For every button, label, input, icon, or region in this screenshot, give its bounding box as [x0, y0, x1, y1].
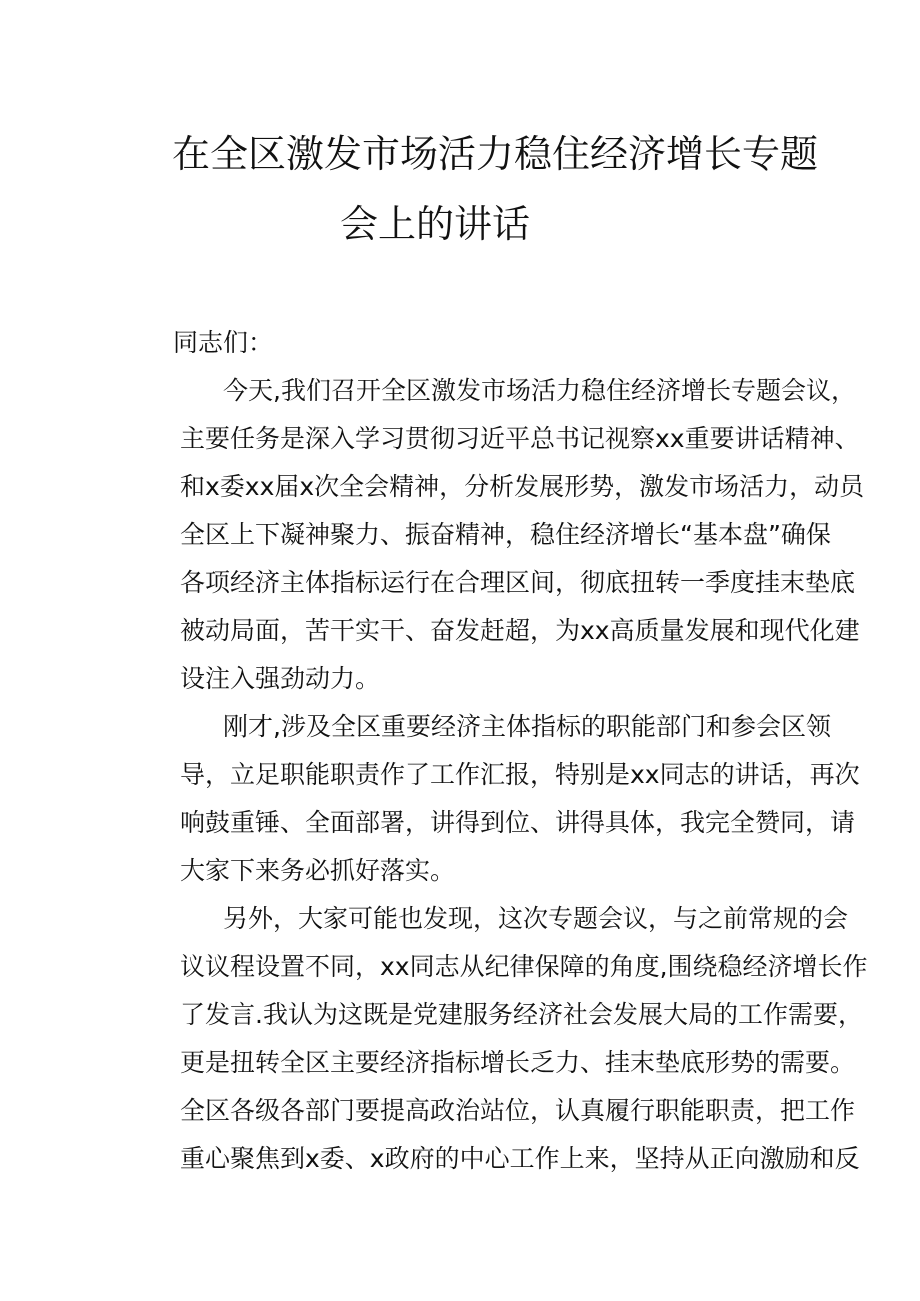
paragraph-line: 导，立足职能职责作了工作汇报，特别是xx同志的讲话，再次	[180, 760, 860, 789]
paragraph-3	[130, 895, 868, 1183]
paragraph-line: 议议程设置不同，xx同志从纪律保障的角度,围绕稳经济增长作	[180, 952, 868, 981]
document-title-line-1: 在全区激发市场活力稳住经济增长专题	[172, 132, 819, 176]
paragraph-line: 设注入强劲动力。	[180, 664, 381, 693]
document-title-line-2: 会上的讲话	[340, 202, 531, 246]
paragraph-line: 了发言.我认为这既是党建服务经济社会发展大局的工作需要，	[180, 1000, 863, 1029]
paragraph-line: 刚才,涉及全区重要经济主体指标的职能部门和参会区领	[223, 712, 831, 741]
paragraph-line: 另外，大家可能也发现，这次专题会议，与之前常规的会	[223, 904, 849, 933]
paragraph-line: 主要任务是深入学习贯彻习近平总书记视察xx重要讲话精神、	[180, 424, 860, 453]
paragraph-line: 响鼓重锤、全面部署，讲得到位、讲得具体，我完全赞同，请	[180, 808, 856, 837]
paragraph-line: 各项经济主体指标运行在合理区间，彻底扭转一季度挂末垫底	[180, 568, 856, 597]
paragraph-line: 更是扭转全区主要经济指标增长乏力、挂末垫底形势的需要。	[180, 1048, 856, 1077]
salutation: 同志们：	[173, 328, 274, 357]
paragraph-line: 和x委xx届x次全会精神，分析发展形势，激发市场活力，动员	[180, 472, 865, 501]
paragraph-1	[130, 367, 865, 703]
paragraph-2	[130, 703, 860, 895]
paragraph-line: 今天,我们召开全区激发市场活力稳住经济增长专题会议，	[223, 376, 856, 405]
paragraph-line: 全区上下凝神聚力、振奋精神，稳住经济增长“基本盘”确保	[180, 520, 831, 549]
paragraph-line: 重心聚焦到x委、x政府的中心工作上来，坚持从正向激励和反	[180, 1144, 860, 1173]
paragraph-line: 被动局面，苦干实干、奋发赶超，为xx高质量发展和现代化建	[180, 616, 860, 645]
document-body	[130, 319, 868, 1183]
paragraph-line: 全区各级各部门要提高政治站位，认真履行职能职责，把工作	[180, 1096, 856, 1125]
paragraph-line: 大家下来务必抓好落实。	[180, 856, 456, 885]
